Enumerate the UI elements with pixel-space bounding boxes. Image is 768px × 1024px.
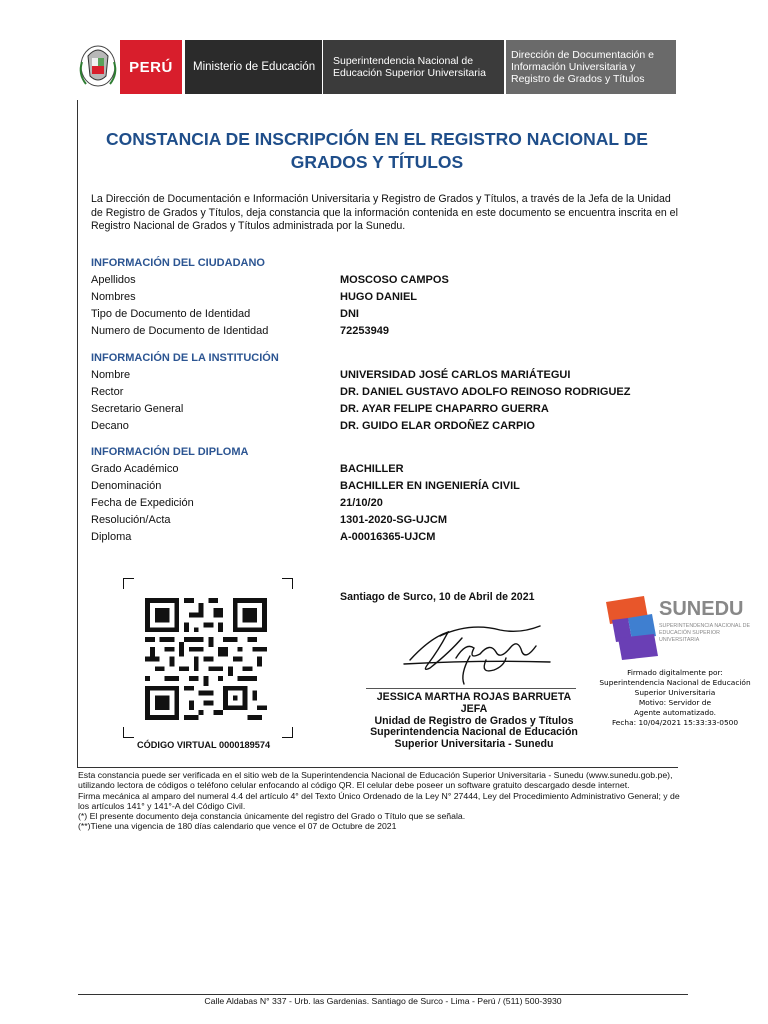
institution-row <box>91 369 570 386</box>
diploma-row <box>91 531 435 548</box>
field-value: BACHILLER EN INGENIERÍA CIVIL <box>340 480 520 492</box>
note-validity: (**)Tiene una vigencia de 180 días calendario que vence el 07 de Octubre de 2021 <box>78 821 397 832</box>
signatory-org-line2: Superior Universitaria - Sunedu <box>394 738 554 751</box>
diploma-row <box>91 480 520 497</box>
field-label: Grado Académico <box>91 463 179 475</box>
diploma-row <box>91 463 404 480</box>
legal-notes <box>78 770 688 832</box>
field-value: 72253949 <box>340 325 389 337</box>
sunedu-logo-icon <box>598 594 668 664</box>
field-label: Denominación <box>91 480 162 492</box>
field-value: UNIVERSIDAD JOSÉ CARLOS MARIÁTEGUI <box>340 369 571 381</box>
field-label: Tipo de Documento de Identidad <box>91 308 251 320</box>
institution-row <box>91 386 631 403</box>
signatory-name: JESSICA MARTHA ROJAS BARRUETA <box>376 691 572 703</box>
field-label: Secretario General <box>91 403 184 415</box>
sunedu-logo-subtitle: SUPERINTENDENCIA NACIONAL DE EDUCACIÓN SUPERIOR UNIVERSITARIA <box>659 623 751 643</box>
field-value: DR. AYAR FELIPE CHAPARRO GUERRA <box>340 403 549 415</box>
field-value: 1301-2020-SG-UJCM <box>340 514 447 526</box>
frame-left-line <box>77 100 78 768</box>
digital-signature-block <box>590 668 760 727</box>
note-mechanical-signature: Firma mecánica al amparo del numeral 4.4 del artículo 4° del Texto Único Ordenado de la Ley N° 27444, Ley del Procedimiento Administrativo General; y de los artículos 141° y 141°-A del Código Civil. <box>78 790 680 811</box>
section-heading-citizen: INFORMACIÓN DEL CIUDADANO <box>91 257 265 269</box>
frame-bottom-line <box>77 767 678 768</box>
field-value: HUGO DANIEL <box>340 291 417 303</box>
peru-brand: PERÚ <box>120 40 182 94</box>
signatory-block <box>338 692 610 751</box>
handwritten-signature <box>400 608 560 688</box>
ministry-brand: Ministerio de Educación <box>185 40 322 94</box>
sunedu-brand: Superintendencia Nacional de Educación Superior Universitaria <box>323 40 504 94</box>
field-value: 21/10/20 <box>340 497 383 509</box>
section-heading-diploma: INFORMACIÓN DEL DIPLOMA <box>91 446 249 458</box>
direction-brand: Dirección de Documentación e Información Universitaria y Registro de Grados y Títulos <box>506 40 676 94</box>
footer-address: Calle Aldabas N° 337 - Urb. las Gardenias. Santiago de Surco - Lima - Perú / (511) 500-3930 <box>204 996 562 1006</box>
signatory-unit: Unidad de Registro de Grados y Títulos <box>374 714 574 727</box>
digital-signature-line: Superintendencia Nacional de Educación <box>599 677 751 687</box>
field-value: MOSCOSO CAMPOS <box>340 274 449 286</box>
digital-signature-line: Superior Universitaria <box>634 687 716 697</box>
signature-line <box>366 688 576 689</box>
citizen-row <box>91 325 389 342</box>
digital-signature-line: Agente automatizado. <box>634 707 716 717</box>
digital-signature-line: Firmado digitalmente por: <box>627 668 723 677</box>
field-label: Rector <box>91 386 124 398</box>
note-verification: Esta constancia puede ser verificada en el sitio web de la Superintendencia Nacional de Educación Superior Universitaria - Sunedu (www.sunedu.gob.pe), utilizando lectora de códigos o teléfono celular enfocando al código QR. El celular debe poseer un software gratuito descargado desde internet. <box>78 770 673 791</box>
coat-of-arms-icon <box>76 40 120 94</box>
field-label: Decano <box>91 420 129 432</box>
field-value: BACHILLER <box>340 463 404 475</box>
footer-divider <box>78 994 688 995</box>
sunedu-logo-name: SUNEDU <box>659 598 744 620</box>
intro-paragraph: La Dirección de Documentación e Información Universitaria y Registro de Grados y Títulos, a través de la Jefa de la Unidad de Registro de Grados y Títulos, deja constancia que la información contenida en este documento se encuentra inscrita en el Registro Nacional de Grados y Títulos administrada por la Sunedu. <box>91 193 678 232</box>
field-label: Apellidos <box>91 274 136 286</box>
diploma-row <box>91 497 383 514</box>
citizen-row <box>91 308 359 325</box>
field-value: DR. GUIDO ELAR ORDOÑEZ CARPIO <box>340 420 535 432</box>
section-heading-institution: INFORMACIÓN DE LA INSTITUCIÓN <box>91 352 279 364</box>
institution-row <box>91 403 549 420</box>
citizen-row <box>91 274 449 291</box>
place-date: Santiago de Surco, 10 de Abril de 2021 <box>340 591 535 603</box>
field-value: A-00016365-UJCM <box>340 531 436 543</box>
field-label: Nombre <box>91 369 131 381</box>
field-value: DR. DANIEL GUSTAVO ADOLFO REINOSO RODRIGUEZ <box>340 386 631 398</box>
field-label: Nombres <box>91 291 136 303</box>
institution-row <box>91 420 535 437</box>
digital-signature-line: Fecha: 10/04/2021 15:33:33-0500 <box>611 717 739 727</box>
diploma-row <box>91 514 447 531</box>
digital-signature-line: Motivo: Servidor de <box>638 697 712 707</box>
qr-code-label: CÓDIGO VIRTUAL 0000189574 <box>137 740 271 750</box>
note-scope: (*) El presente documento deja constancia únicamente del registro del Grado o Título que se señala. <box>78 811 466 822</box>
field-label: Fecha de Expedición <box>91 497 194 509</box>
field-label: Diploma <box>91 531 132 543</box>
citizen-row <box>91 291 417 308</box>
field-value: DNI <box>340 308 359 320</box>
field-label: Resolución/Acta <box>91 514 171 526</box>
field-label: Numero de Documento de Identidad <box>91 325 269 337</box>
signatory-org-line1: Superintendencia Nacional de Educación <box>370 726 578 739</box>
qr-code-icon[interactable] <box>141 598 271 720</box>
signatory-role: JEFA <box>460 702 488 715</box>
document-title: CONSTANCIA DE INSCRIPCIÓN EN EL REGISTRO NACIONAL DE GRADOS Y TÍTULOS <box>106 129 648 172</box>
